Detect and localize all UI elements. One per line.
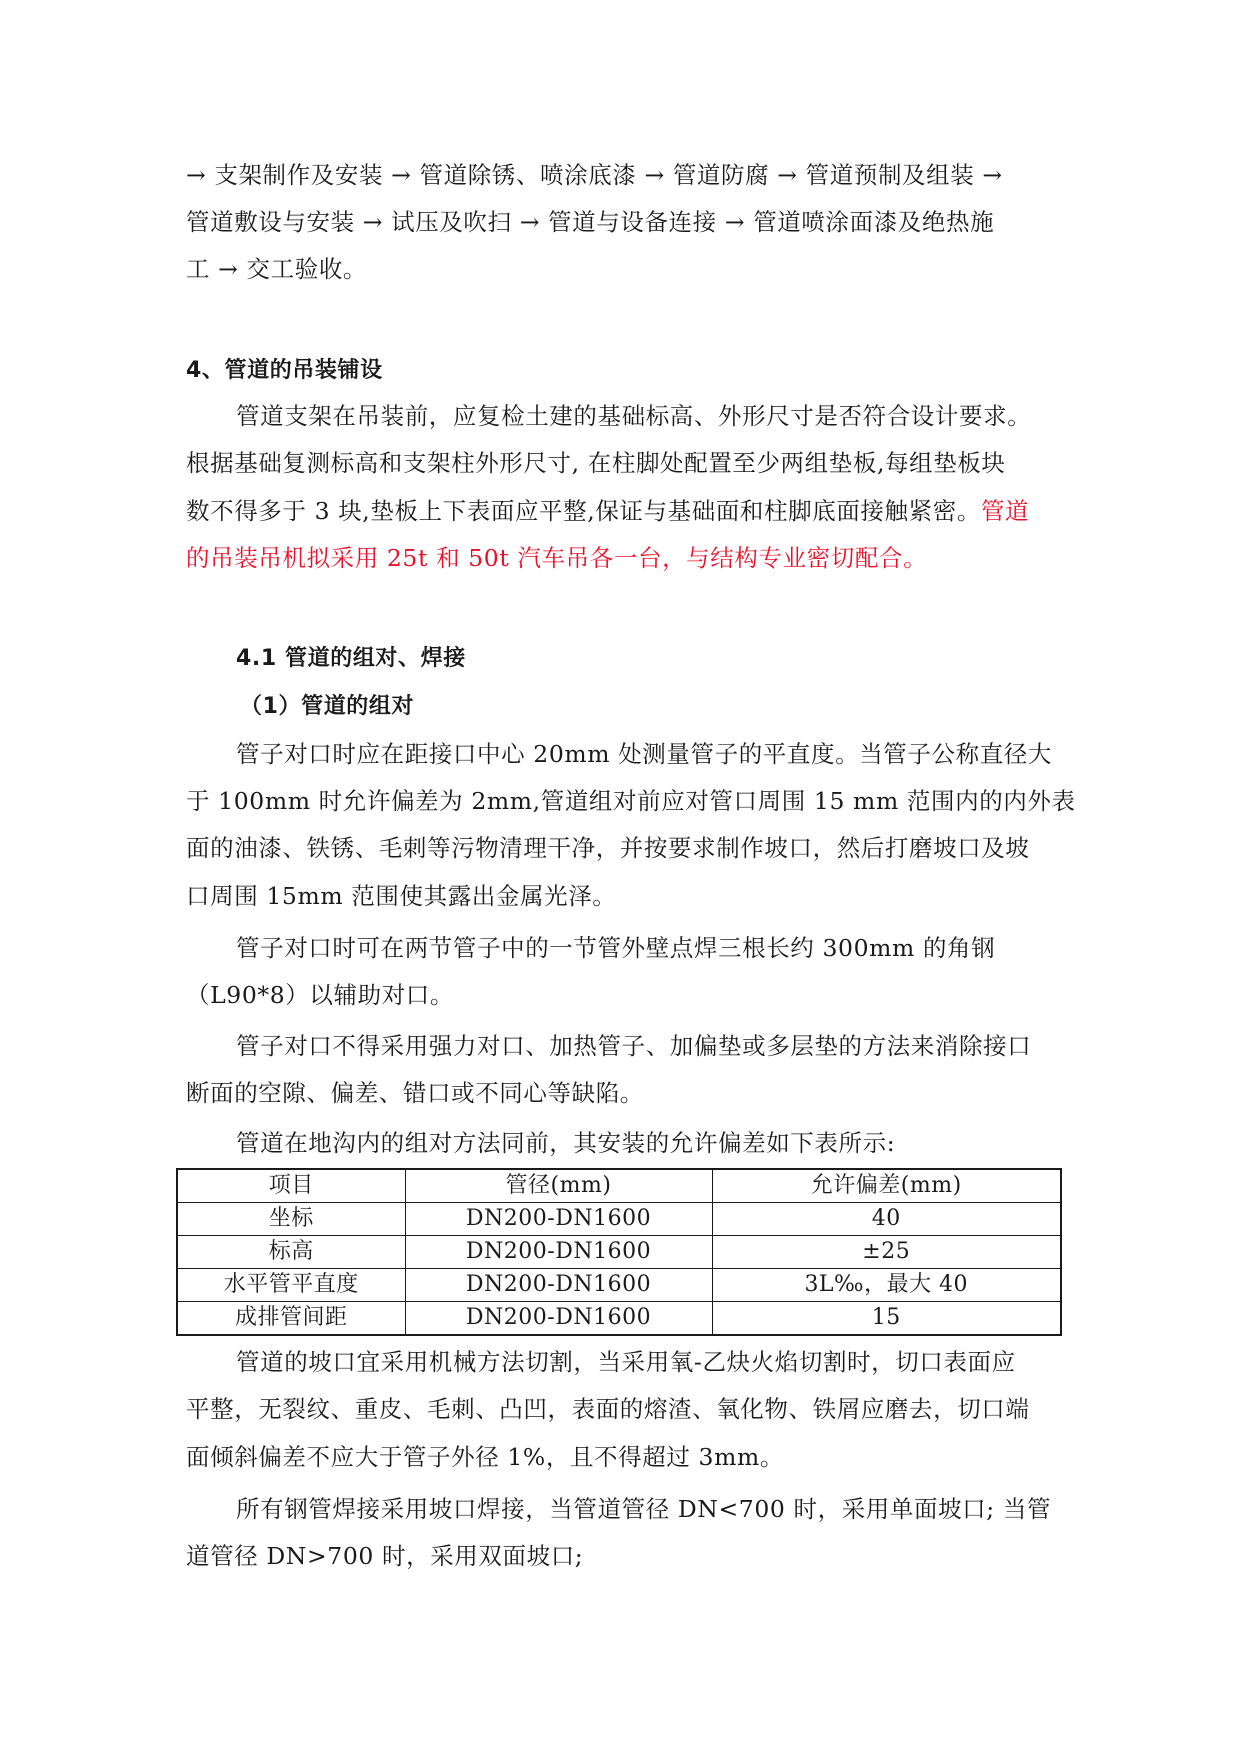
paragraph-line: 口周围 15mm 范围使其露出金属光泽。 <box>186 882 617 910</box>
subsection-heading: 4.1 管道的组对、焊接 <box>236 646 466 671</box>
table-cell: DN200-DN1600 <box>405 1236 712 1269</box>
highlight-line: 的吊装吊机拟采用 25t 和 50t 汽车吊各一台，与结构专业密切配合。 <box>186 544 928 572</box>
paragraph-line <box>186 496 1086 526</box>
paragraph-line: 断面的空隙、偏差、错口或不同心等缺陷。 <box>186 1079 644 1107</box>
paragraph-line: 根据基础复测标高和支架柱外形尺寸, 在柱脚处配置至少两组垫板,每组垫板块 <box>186 449 1006 477</box>
paragraph-line: 于 100mm 时允许偏差为 2mm,管道组对前应对管口周围 15 mm 范围内的内外表 <box>186 787 1076 815</box>
table-cell: DN200-DN1600 <box>405 1302 712 1336</box>
table-row <box>177 1236 1061 1269</box>
paragraph-line: 所有钢管焊接采用坡口焊接，当管道管径 DN<700 时，采用单面坡口; 当管 <box>236 1495 1052 1523</box>
table-cell: 坐标 <box>177 1203 405 1236</box>
paragraph-line: 平整，无裂纹、重皮、毛刺、凸凹，表面的熔渣、氧化物、铁屑应磨去，切口端 <box>186 1395 1030 1423</box>
table-row <box>177 1302 1061 1336</box>
paragraph-line: 面倾斜偏差不应大于管子外径 1%，且不得超过 3mm。 <box>186 1443 784 1471</box>
paragraph-line: 管道支架在吊装前，应复检土建的基础标高、外形尺寸是否符合设计要求。 <box>236 402 1032 430</box>
table-header-row <box>177 1169 1061 1203</box>
table-cell: 水平管平直度 <box>177 1269 405 1302</box>
table-header-cell: 允许偏差(mm) <box>712 1169 1061 1203</box>
table-cell: 40 <box>712 1203 1061 1236</box>
flow-line: 管道敷设与安装 → 试压及吹扫 → 管道与设备连接 → 管道喷涂面漆及绝热施 <box>186 208 995 236</box>
table-cell: DN200-DN1600 <box>405 1203 712 1236</box>
paragraph-line: 管道在地沟内的组对方法同前，其安装的允许偏差如下表所示: <box>236 1129 896 1157</box>
table-cell: 15 <box>712 1302 1061 1336</box>
flow-line: → 支架制作及安装 → 管道除锈、喷涂底漆 → 管道防腐 → 管道预制及组装 → <box>186 161 1003 189</box>
flow-line: 工 → 交工验收。 <box>186 255 368 283</box>
table-cell: 成排管间距 <box>177 1302 405 1336</box>
tolerance-table <box>176 1168 1062 1336</box>
highlight-text: 管道 <box>980 497 1030 525</box>
table-header-cell: 管径(mm) <box>405 1169 712 1203</box>
table-row <box>177 1269 1061 1302</box>
paragraph-line: 管子对口时应在距接口中心 20mm 处测量管子的平直度。当管子公称直径大 <box>236 740 1053 768</box>
table-cell: DN200-DN1600 <box>405 1269 712 1302</box>
paragraph-line: 道管径 DN>700 时，采用双面坡口; <box>186 1542 584 1570</box>
paragraph-text: 数不得多于 3 块,垫板上下表面应平整,保证与基础面和柱脚底面接触紧密。 <box>186 497 981 525</box>
table-cell: 3L‰，最大 40 <box>712 1269 1061 1302</box>
table-row <box>177 1203 1061 1236</box>
paragraph-line: （L90*8）以辅助对口。 <box>186 981 455 1009</box>
paragraph-line: 管道的坡口宜采用机械方法切割，当采用氧-乙炔火焰切割时，切口表面应 <box>236 1348 1016 1376</box>
paragraph-line: 管子对口不得采用强力对口、加热管子、加偏垫或多层垫的方法来消除接口 <box>236 1032 1032 1060</box>
table-cell: 标高 <box>177 1236 405 1269</box>
paragraph-line: 面的油漆、铁锈、毛刺等污物清理干净，并按要求制作坡口，然后打磨坡口及坡 <box>186 834 1030 862</box>
table-header-cell: 项目 <box>177 1169 405 1203</box>
section-heading: 4、管道的吊装铺设 <box>186 358 383 383</box>
subsection-subtitle: （1）管道的组对 <box>240 694 415 719</box>
paragraph-line: 管子对口时可在两节管子中的一节管外壁点焊三根长约 300mm 的角钢 <box>236 934 996 962</box>
table-cell: ±25 <box>712 1236 1061 1269</box>
